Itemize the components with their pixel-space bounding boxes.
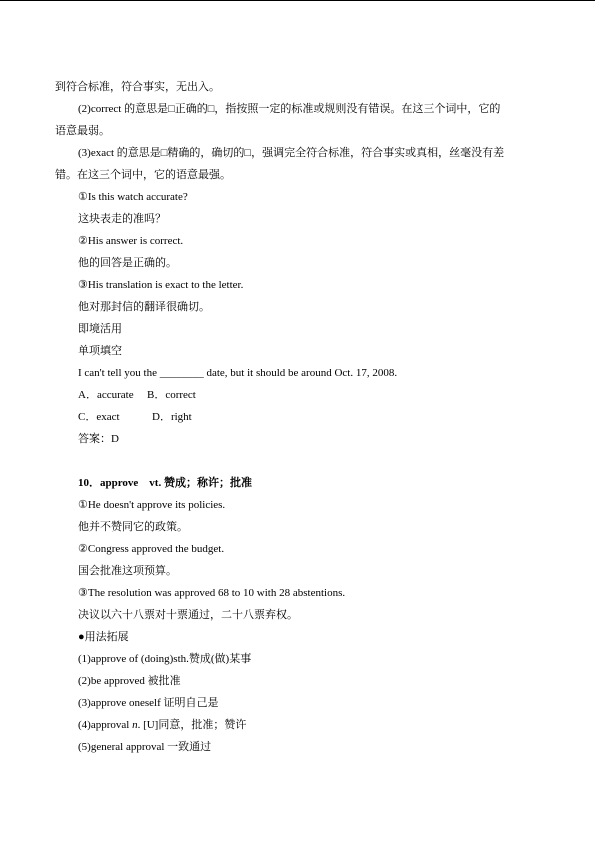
example-translation: 他并不赞同它的政策。 xyxy=(78,521,188,533)
example-translation: 他对那封信的翻译很确切。 xyxy=(78,301,210,313)
option-a: A．accurate xyxy=(78,389,134,401)
usage-text: . [U]同意，批准；赞许 xyxy=(137,719,247,731)
option-d: D．right xyxy=(152,411,192,423)
section-label: ●用法拓展 xyxy=(78,631,129,643)
top-border-line xyxy=(0,0,595,1)
example-sentence: ①He doesn't approve its policies. xyxy=(78,499,226,511)
example-sentence: ②Congress approved the budget. xyxy=(78,543,225,555)
option-c: C．exact xyxy=(78,411,120,423)
example-translation: 国会批准这项预算。 xyxy=(78,565,177,577)
example-translation: 决议以六十八票对十票通过，二十八票弃权。 xyxy=(78,609,298,621)
section-label: 即境活用 xyxy=(78,323,122,335)
example-translation: 这块表走的准吗？ xyxy=(78,213,166,225)
document-page xyxy=(55,76,545,758)
usage-item: (5)general approval 一致通过 xyxy=(78,741,212,753)
options-row xyxy=(55,384,545,406)
usage-item xyxy=(55,714,545,736)
example-sentence: ②His answer is correct. xyxy=(78,235,184,247)
example-sentence: ③His translation is exact to the letter. xyxy=(78,279,244,291)
usage-item: (3)approve oneself 证明自己是 xyxy=(78,697,219,709)
text-line: (3)exact 的意思是□精确的，确切的□，强调完全符合标准，符合事实或真相，丝毫没有差 xyxy=(78,147,505,159)
options-row xyxy=(55,406,545,428)
example-sentence: ③The resolution was approved 68 to 10 with 28 abstentions. xyxy=(78,587,346,599)
example-translation: 他的回答是正确的。 xyxy=(78,257,177,269)
text-line: (2)correct 的意思是□正确的□，指按照一定的标准或规则没有错误。在这三个词中，它的 xyxy=(78,103,501,115)
usage-item: (1)approve of (doing)sth.赞成(做)某事 xyxy=(78,653,252,665)
question-text: I can't tell you the ________ date, but it should be around Oct. 17, 2008. xyxy=(78,367,398,379)
text-line: 错。在这三个词中，它的语意最强。 xyxy=(55,169,231,181)
text-line: 语意最弱。 xyxy=(55,125,110,137)
usage-item: (2)be approved 被批准 xyxy=(78,675,181,687)
entry-heading: 10．approve vt. 赞成；称许；批准 xyxy=(78,477,252,489)
part-of-speech: n xyxy=(132,719,138,731)
section-label: 单项填空 xyxy=(78,345,122,357)
option-b: B．correct xyxy=(147,389,196,401)
text-line: 到符合标准，符合事实，无出入。 xyxy=(55,81,220,93)
example-sentence: ①Is this watch accurate? xyxy=(78,191,188,203)
usage-text: (4)approval xyxy=(78,719,133,731)
answer-text: 答案：D xyxy=(78,433,119,445)
